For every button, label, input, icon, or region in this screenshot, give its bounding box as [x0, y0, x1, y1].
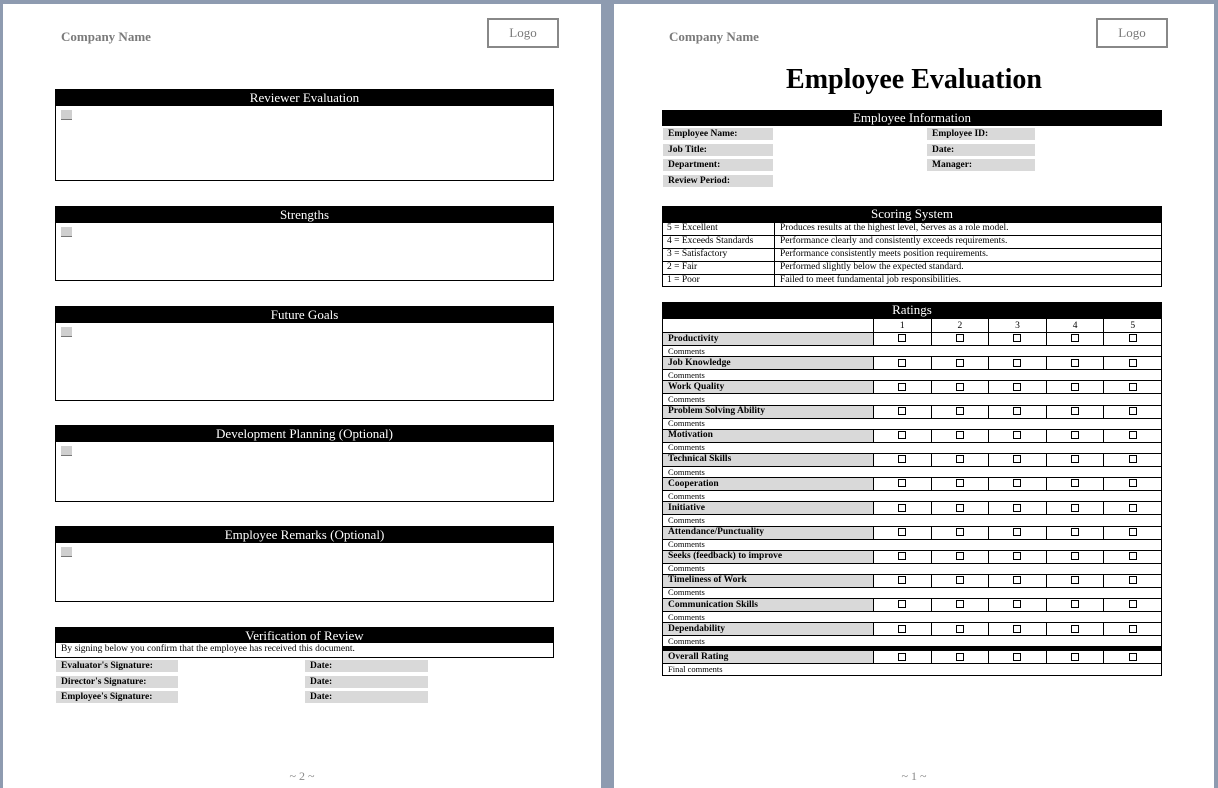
rating-cell: [989, 453, 1047, 466]
rating-item-row: [663, 453, 1162, 466]
rating-checkbox[interactable]: [898, 504, 906, 512]
score-label: 5 = Excellent: [663, 223, 775, 236]
rating-cell: [1104, 526, 1162, 539]
rating-cell: [931, 357, 989, 370]
rating-checkbox[interactable]: [1071, 479, 1079, 487]
rating-checkbox[interactable]: [956, 600, 964, 608]
rating-checkbox[interactable]: [956, 359, 964, 367]
rating-cell: [1046, 574, 1104, 587]
rating-cell: [989, 429, 1047, 442]
employee-id-field[interactable]: Employee ID:: [927, 128, 1035, 140]
company-name: Company Name: [669, 29, 759, 44]
rating-cell: [989, 478, 1047, 491]
rating-cell: [874, 502, 932, 515]
rating-checkbox[interactable]: [898, 576, 906, 584]
rating-item-label: Seeks (feedback) to improve: [663, 550, 874, 563]
rating-checkbox[interactable]: [956, 383, 964, 391]
comments-field[interactable]: Comments: [663, 515, 1162, 526]
overall-rating-row: [663, 651, 1162, 664]
document-title: Employee Evaluation: [786, 64, 1042, 95]
section-title: Scoring System: [662, 206, 1162, 222]
score-label: 2 = Fair: [663, 261, 775, 274]
rating-checkbox[interactable]: [898, 431, 906, 439]
job-title-field[interactable]: Job Title:: [663, 144, 773, 156]
rating-cell: [874, 405, 932, 418]
rating-checkbox[interactable]: [1013, 334, 1021, 342]
comments-row: [663, 370, 1162, 381]
ratings-section: [662, 302, 1162, 676]
review-period-field[interactable]: Review Period:: [663, 175, 773, 187]
company-name: Company Name: [61, 29, 151, 44]
rating-checkbox[interactable]: [1013, 407, 1021, 415]
section-title: Reviewer Evaluation: [56, 90, 553, 106]
ratings-table: [662, 318, 1162, 676]
rating-cell: [1104, 478, 1162, 491]
rating-cell: [1046, 623, 1104, 636]
rating-item-row: [663, 599, 1162, 612]
score-row: [663, 223, 1162, 236]
rating-checkbox[interactable]: [1129, 625, 1137, 633]
rating-cell: [874, 574, 932, 587]
rating-cell: [874, 526, 932, 539]
rating-item-label: Initiative: [663, 502, 874, 515]
development-planning-section: [55, 425, 554, 502]
rating-item-label: Communication Skills: [663, 599, 874, 612]
page-number: ~ 1 ~: [901, 769, 927, 783]
comments-row: [663, 636, 1162, 647]
rating-cell: [1104, 381, 1162, 394]
rating-checkbox[interactable]: [1071, 504, 1079, 512]
rating-cell: [989, 651, 1047, 664]
content-control-icon[interactable]: [61, 110, 72, 120]
rating-item-row: [663, 526, 1162, 539]
rating-item-row: [663, 574, 1162, 587]
rating-cell: [989, 574, 1047, 587]
comments-field[interactable]: Comments: [663, 587, 1162, 598]
rating-cell: [931, 550, 989, 563]
rating-checkbox[interactable]: [1129, 504, 1137, 512]
rating-checkbox[interactable]: [956, 407, 964, 415]
info-row: [662, 173, 1162, 189]
rating-cell: [1104, 651, 1162, 664]
info-row: [662, 157, 1162, 173]
rating-checkbox[interactable]: [898, 528, 906, 536]
rating-column-2: 2: [931, 319, 989, 333]
employee-information-section: [662, 110, 1162, 189]
rating-checkbox[interactable]: [898, 455, 906, 463]
rating-cell: [931, 405, 989, 418]
rating-checkbox[interactable]: [1071, 653, 1079, 661]
rating-cell: [1104, 453, 1162, 466]
rating-cell: [931, 651, 989, 664]
page-1: [614, 4, 1214, 788]
rating-cell: [1046, 453, 1104, 466]
signature-row: [55, 674, 554, 690]
section-title: Ratings: [662, 302, 1162, 318]
section-title: Employee Information: [662, 110, 1162, 126]
rating-cell: [874, 429, 932, 442]
comments-row: [663, 346, 1162, 357]
rating-item-row: [663, 478, 1162, 491]
rating-cell: [1104, 429, 1162, 442]
rating-cell: [874, 599, 932, 612]
section-title: Future Goals: [56, 307, 553, 323]
comments-field[interactable]: Comments: [663, 612, 1162, 623]
rating-cell: [1104, 502, 1162, 515]
rating-checkbox[interactable]: [1013, 653, 1021, 661]
evaluator-date-field[interactable]: Date:: [305, 660, 428, 672]
rating-column-3: 3: [989, 319, 1047, 333]
rating-item-row: [663, 357, 1162, 370]
department-field[interactable]: Department:: [663, 159, 773, 171]
rating-cell: [989, 526, 1047, 539]
content-control-icon[interactable]: [61, 327, 72, 337]
rating-checkbox[interactable]: [898, 383, 906, 391]
rating-cell: [931, 453, 989, 466]
rating-item-row: [663, 623, 1162, 636]
rating-checkbox[interactable]: [1129, 479, 1137, 487]
rating-cell: [931, 502, 989, 515]
page-2: [3, 4, 601, 788]
rating-column-1: 1: [874, 319, 932, 333]
info-row: [662, 126, 1162, 142]
rating-item-label: Technical Skills: [663, 453, 874, 466]
rating-item-label: Dependability: [663, 623, 874, 636]
rating-cell: [874, 478, 932, 491]
rating-cell: [874, 550, 932, 563]
score-label: 4 = Exceeds Standards: [663, 235, 775, 248]
rating-checkbox[interactable]: [956, 455, 964, 463]
overall-rating-label: Overall Rating: [663, 651, 874, 664]
comments-field[interactable]: Comments: [663, 539, 1162, 550]
rating-checkbox[interactable]: [1129, 600, 1137, 608]
manager-field[interactable]: Manager:: [927, 159, 1035, 171]
rating-cell: [1104, 574, 1162, 587]
rating-cell: [931, 478, 989, 491]
rating-checkbox[interactable]: [1013, 479, 1021, 487]
comments-field[interactable]: Comments: [663, 491, 1162, 502]
rating-cell: [1046, 429, 1104, 442]
rating-checkbox[interactable]: [1071, 552, 1079, 560]
rating-cell: [989, 550, 1047, 563]
rating-cell: [1046, 599, 1104, 612]
date-field[interactable]: Date:: [927, 144, 1035, 156]
future-goals-section: [55, 306, 554, 401]
score-row: [663, 248, 1162, 261]
rating-checkbox[interactable]: [1071, 334, 1079, 342]
rating-item-row: [663, 429, 1162, 442]
comments-row: [663, 539, 1162, 550]
comments-row: [663, 515, 1162, 526]
rating-checkbox[interactable]: [956, 576, 964, 584]
rating-item-row: [663, 550, 1162, 563]
rating-cell: [874, 453, 932, 466]
rating-item-label: Cooperation: [663, 478, 874, 491]
rating-checkbox[interactable]: [898, 479, 906, 487]
logo-placeholder: Logo: [487, 18, 559, 48]
rating-cell: [989, 405, 1047, 418]
rating-cell: [1046, 333, 1104, 346]
comments-row: [663, 563, 1162, 574]
rating-checkbox[interactable]: [1013, 431, 1021, 439]
rating-cell: [1046, 502, 1104, 515]
rating-checkbox[interactable]: [898, 653, 906, 661]
reviewer-evaluation-section: [55, 89, 554, 181]
rating-cell: [874, 357, 932, 370]
comments-row: [663, 612, 1162, 623]
rating-checkbox[interactable]: [1013, 600, 1021, 608]
section-title: Employee Remarks (Optional): [56, 527, 553, 543]
score-label: 1 = Poor: [663, 274, 775, 287]
employee-name-field[interactable]: Employee Name:: [663, 128, 773, 140]
comments-row: [663, 394, 1162, 405]
rating-cell: [1046, 550, 1104, 563]
score-row: [663, 235, 1162, 248]
rating-item-label: Timeliness of Work: [663, 574, 874, 587]
rating-checkbox[interactable]: [956, 625, 964, 633]
logo-placeholder: Logo: [1096, 18, 1168, 48]
rating-checkbox[interactable]: [898, 407, 906, 415]
rating-cell: [931, 623, 989, 636]
rating-item-label: Attendance/Punctuality: [663, 526, 874, 539]
rating-checkbox[interactable]: [1071, 576, 1079, 584]
employee-date-field[interactable]: Date:: [305, 691, 428, 703]
rating-checkbox[interactable]: [1071, 407, 1079, 415]
rating-cell: [1046, 478, 1104, 491]
rating-checkbox[interactable]: [956, 431, 964, 439]
rating-checkbox[interactable]: [1013, 625, 1021, 633]
rating-item-row: [663, 502, 1162, 515]
signature-row: [55, 689, 554, 705]
rating-checkbox[interactable]: [1129, 653, 1137, 661]
rating-checkbox[interactable]: [1129, 576, 1137, 584]
comments-field[interactable]: Comments: [663, 636, 1162, 647]
rating-cell: [931, 599, 989, 612]
content-control-icon[interactable]: [61, 547, 72, 557]
rating-cell: [1104, 599, 1162, 612]
rating-checkbox[interactable]: [1071, 359, 1079, 367]
verification-text: By signing below you confirm that the employee has received this document.: [55, 643, 554, 658]
rating-checkbox[interactable]: [1129, 359, 1137, 367]
rating-cell: [989, 599, 1047, 612]
score-row: [663, 274, 1162, 287]
rating-cell: [989, 381, 1047, 394]
rating-cell: [931, 526, 989, 539]
rating-checkbox[interactable]: [956, 504, 964, 512]
score-row: [663, 261, 1162, 274]
rating-checkbox[interactable]: [1071, 455, 1079, 463]
rating-item-label: Work Quality: [663, 381, 874, 394]
employee-remarks-section: [55, 526, 554, 602]
comments-row: [663, 587, 1162, 598]
director-signature-field[interactable]: Director's Signature:: [56, 676, 178, 688]
rating-checkbox[interactable]: [898, 600, 906, 608]
rating-checkbox[interactable]: [898, 625, 906, 633]
page-number: ~ 2 ~: [289, 769, 315, 783]
rating-item-row: [663, 405, 1162, 418]
rating-checkbox[interactable]: [1129, 334, 1137, 342]
rating-cell: [931, 381, 989, 394]
rating-cell: [874, 623, 932, 636]
rating-cell: [1046, 405, 1104, 418]
rating-item-label: Productivity: [663, 333, 874, 346]
rating-checkbox[interactable]: [1071, 431, 1079, 439]
rating-cell: [874, 651, 932, 664]
score-description: Performed slightly below the expected standard.: [775, 261, 1162, 274]
rating-cell: [1046, 381, 1104, 394]
rating-checkbox[interactable]: [1013, 528, 1021, 536]
comments-field[interactable]: Final comments: [663, 664, 1162, 675]
rating-checkbox[interactable]: [1129, 528, 1137, 536]
comments-field[interactable]: Comments: [663, 418, 1162, 429]
ratings-header-row: [663, 319, 1162, 333]
scoring-table: [662, 222, 1162, 287]
comments-field[interactable]: Comments: [663, 346, 1162, 357]
rating-cell: [989, 623, 1047, 636]
rating-cell: [1104, 333, 1162, 346]
rating-cell: [1046, 651, 1104, 664]
rating-checkbox[interactable]: [956, 552, 964, 560]
rating-cell: [931, 429, 989, 442]
rating-checkbox[interactable]: [1129, 552, 1137, 560]
verification-section: [55, 627, 554, 705]
rating-cell: [989, 333, 1047, 346]
rating-column-5: 5: [1104, 319, 1162, 333]
comments-field[interactable]: Comments: [663, 563, 1162, 574]
ratings-header-blank: [663, 319, 874, 333]
comments-field[interactable]: Comments: [663, 442, 1162, 453]
rating-checkbox[interactable]: [1071, 383, 1079, 391]
comments-row: [663, 466, 1162, 477]
rating-checkbox[interactable]: [1013, 383, 1021, 391]
rating-checkbox[interactable]: [1071, 625, 1079, 633]
strengths-section: [55, 206, 554, 281]
rating-checkbox[interactable]: [1071, 528, 1079, 536]
comments-field[interactable]: Comments: [663, 394, 1162, 405]
rating-item-row: [663, 381, 1162, 394]
rating-cell: [989, 502, 1047, 515]
rating-checkbox[interactable]: [956, 528, 964, 536]
score-description: Performance clearly and consistently exceeds requirements.: [775, 235, 1162, 248]
scoring-system-section: [662, 206, 1162, 287]
section-title: Verification of Review: [55, 627, 554, 643]
rating-checkbox[interactable]: [1129, 407, 1137, 415]
content-control-icon[interactable]: [61, 227, 72, 237]
employee-signature-field[interactable]: Employee's Signature:: [56, 691, 178, 703]
rating-cell: [874, 381, 932, 394]
score-label: 3 = Satisfactory: [663, 248, 775, 261]
rating-item-label: Job Knowledge: [663, 357, 874, 370]
content-control-icon[interactable]: [61, 446, 72, 456]
section-title: Development Planning (Optional): [56, 426, 553, 442]
rating-cell: [1104, 623, 1162, 636]
rating-cell: [874, 333, 932, 346]
rating-checkbox[interactable]: [1071, 600, 1079, 608]
rating-checkbox[interactable]: [1013, 359, 1021, 367]
rating-checkbox[interactable]: [1013, 455, 1021, 463]
score-description: Failed to meet fundamental job responsibilities.: [775, 274, 1162, 287]
score-description: Performance consistently meets position requirements.: [775, 248, 1162, 261]
rating-checkbox[interactable]: [1129, 383, 1137, 391]
rating-checkbox[interactable]: [898, 552, 906, 560]
rating-checkbox[interactable]: [1013, 576, 1021, 584]
comments-row: [663, 418, 1162, 429]
rating-checkbox[interactable]: [898, 359, 906, 367]
rating-cell: [931, 333, 989, 346]
comments-row: [663, 491, 1162, 502]
signature-row: [55, 658, 554, 674]
rating-cell: [1104, 550, 1162, 563]
rating-checkbox[interactable]: [1129, 455, 1137, 463]
rating-cell: [1104, 357, 1162, 370]
rating-checkbox[interactable]: [898, 334, 906, 342]
score-description: Produces results at the highest level, Serves as a role model.: [775, 223, 1162, 236]
info-row: [662, 142, 1162, 158]
rating-cell: [1046, 357, 1104, 370]
comments-row: [663, 664, 1162, 675]
evaluator-signature-field[interactable]: Evaluator's Signature:: [56, 660, 178, 672]
rating-item-label: Motivation: [663, 429, 874, 442]
rating-cell: [931, 574, 989, 587]
rating-checkbox[interactable]: [956, 653, 964, 661]
rating-cell: [1104, 405, 1162, 418]
director-date-field[interactable]: Date:: [305, 676, 428, 688]
comments-field[interactable]: Comments: [663, 466, 1162, 477]
comments-row: [663, 442, 1162, 453]
rating-checkbox[interactable]: [956, 479, 964, 487]
rating-column-4: 4: [1046, 319, 1104, 333]
rating-cell: [1046, 526, 1104, 539]
rating-item-label: Problem Solving Ability: [663, 405, 874, 418]
section-title: Strengths: [56, 207, 553, 223]
rating-checkbox[interactable]: [1013, 504, 1021, 512]
rating-checkbox[interactable]: [1129, 431, 1137, 439]
comments-field[interactable]: Comments: [663, 370, 1162, 381]
rating-item-row: [663, 333, 1162, 346]
rating-checkbox[interactable]: [956, 334, 964, 342]
rating-checkbox[interactable]: [1013, 552, 1021, 560]
rating-cell: [989, 357, 1047, 370]
